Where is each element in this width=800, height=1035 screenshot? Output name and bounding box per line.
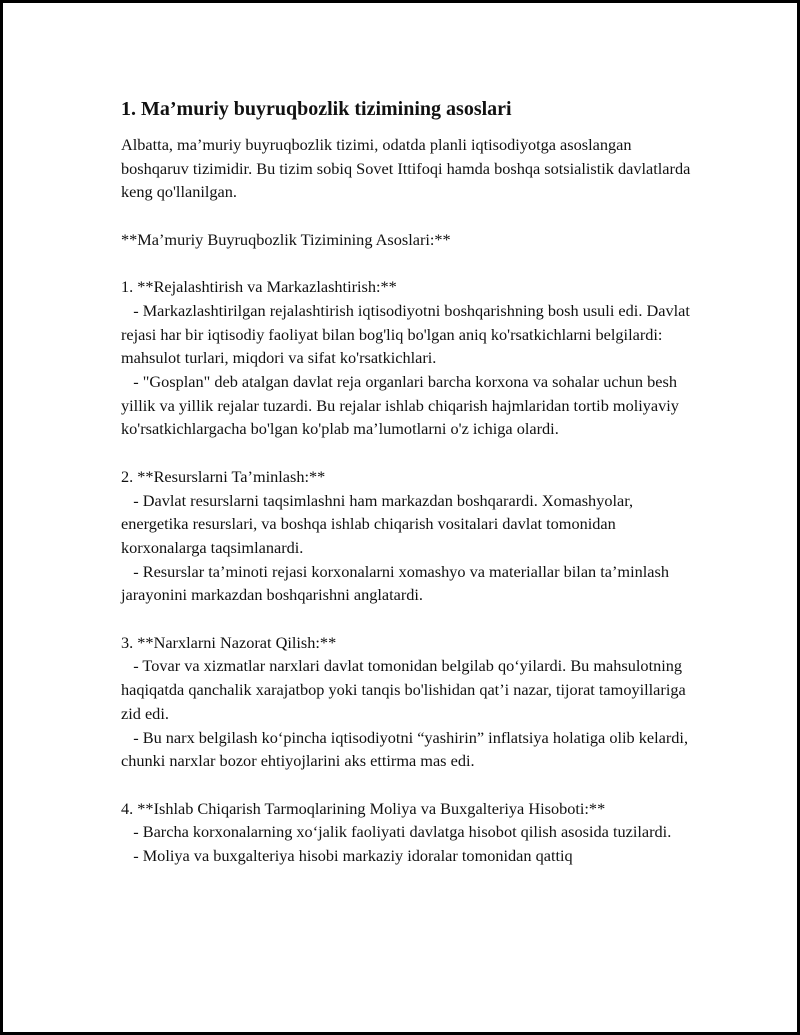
intro-paragraph: Albatta, ma’muriy buyruqbozlik tizimi, odatda planli iqtisodiyotga asoslangan boshqaruv tizimidir. Bu tizim sobiq Sovet Ittifoqi hamda boshqa sotsialistik davlatlarda keng qo'llanilgan. bbox=[121, 135, 695, 202]
document-title: 1. Ma’muriy buyruqbozlik tizimining asoslari bbox=[121, 98, 512, 120]
section-heading: 3. **Narxlarni Nazorat Qilish:** bbox=[121, 632, 337, 652]
section-1 bbox=[121, 275, 701, 441]
section-point: - Bu narx belgilash ko‘pincha iqtisodiyotni “yashirin” inflatsiya holatiga olib kelardi, chunki narxlar bozor ehtiyojlarini aks ettirma mas edi. bbox=[121, 727, 693, 771]
section-point: - Resurslar ta’minoti rejasi korxonalarni xomashyo va materiallar bilan ta’minlash jarayonini markazdan boshqarishni anglatardi. bbox=[121, 561, 674, 605]
section-heading: 2. **Resurslarni Ta’minlash:** bbox=[121, 466, 326, 486]
spacer bbox=[121, 607, 701, 631]
section-point: - Davlat resurslarni taqsimlashni ham markazdan boshqarardi. Xomashyolar, energetika resurslari, va boshqa ishlab chiqarish vositalari davlat tomonidan korxonalarga taqsimlanardi. bbox=[121, 490, 638, 557]
spacer bbox=[121, 773, 701, 797]
section-point: - Tovar va xizmatlar narxlari davlat tomonidan belgilab qo‘yilardi. Bu mahsulotning haqiqatda qanchalik xarajatbop yoki tanqis bo'lishidan qat’i nazar, tijorat tamoyillariga zid edi. bbox=[121, 656, 690, 723]
section-3 bbox=[121, 631, 701, 773]
spacer bbox=[121, 204, 701, 228]
subheading: **Ma’muriy Buyruqbozlik Tizimining Asoslari:** bbox=[121, 229, 451, 249]
section-point: - Moliya va buxgalteriya hisobi markaziy idoralar tomonidan qattiq bbox=[121, 846, 573, 866]
section-point: - Markazlashtirilgan rejalashtirish iqtisodiyotni boshqarishning bosh usuli edi. Davlat rejasi har bir iqtisodiy faoliyat bilan bog'liq bo'lgan aniq ko'rsatkichlarni belgilardi: mahsulot turlari, miqdori va sifat ko'rsatkichlari. bbox=[121, 300, 694, 368]
section-point: - "Gosplan" deb atalgan davlat reja organlari barcha korxona va sohalar uchun besh yillik va yillik rejalar tuzardi. Bu rejalar ishlab chiqarish hajmlaridan tortib moliyaviy ko'rsatkichlargacha bo'lgan ko'plab ma’lumotlarni o'z ichiga olardi. bbox=[121, 372, 684, 439]
section-heading: 1. **Rejalashtirish va Markazlashtirish:** bbox=[121, 277, 397, 297]
section-heading: 4. **Ishlab Chiqarish Tarmoqlarining Moliya va Buxgalteriya Hisoboti:** bbox=[121, 798, 606, 818]
section-2 bbox=[121, 465, 701, 607]
spacer bbox=[121, 252, 701, 276]
section-point: - Barcha korxonalarning xo‘jalik faoliyati davlatga hisobot qilish asosida tuzilardi. bbox=[121, 822, 672, 842]
page-content bbox=[121, 94, 701, 868]
section-4 bbox=[121, 797, 701, 868]
spacer bbox=[121, 441, 701, 465]
